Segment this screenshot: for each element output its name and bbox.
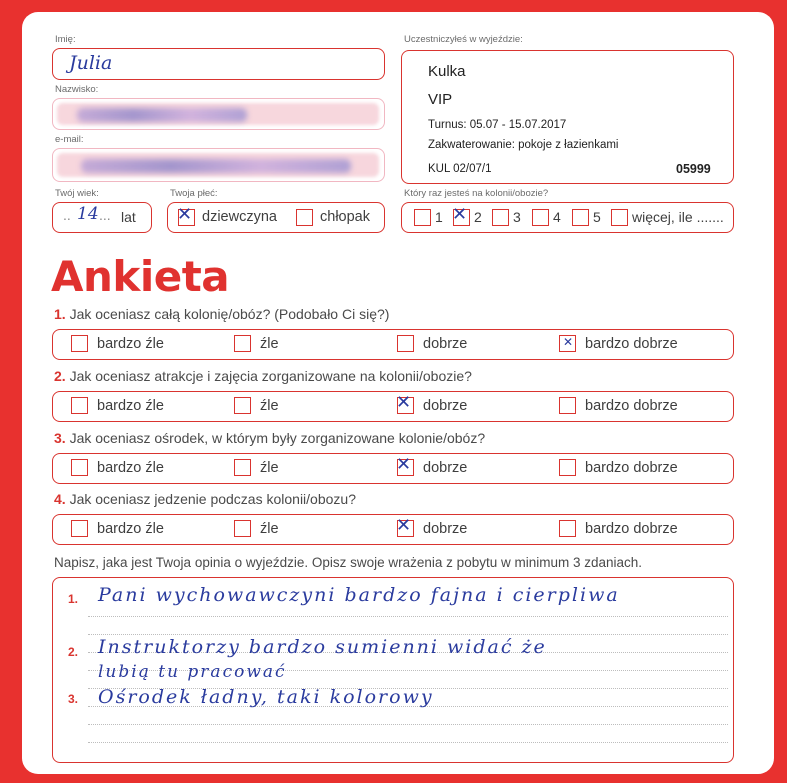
opinion-line-1: Pani wychowawczyni bardzo fajna i cierpliwa xyxy=(98,584,620,606)
check-mark-icon: ✕ xyxy=(177,204,193,225)
q4-option-bardzo-dobrze: bardzo dobrze xyxy=(585,521,678,537)
redacted-surname xyxy=(77,108,247,122)
q4-option-bardzo-zle: bardzo źle xyxy=(97,521,164,537)
wiek-label: Twój wiek: xyxy=(55,188,99,199)
times-label: Który raz jesteś na kolonii/obozie? xyxy=(404,188,549,199)
opinion-line-2: Instruktorzy bardzo sumienni widać że xyxy=(98,636,547,658)
check-mark-icon: ✕ xyxy=(563,335,574,349)
plec-checkbox-chlopak[interactable] xyxy=(296,209,313,226)
times-option-more: więcej, ile ....... xyxy=(632,209,724,225)
q2-option-dobrze: dobrze xyxy=(423,398,468,414)
times-option-2: 2 xyxy=(474,209,482,225)
wiek-unit: lat xyxy=(121,209,136,225)
question-4 xyxy=(54,491,356,507)
check-mark-icon: ✕ xyxy=(396,392,412,413)
times-option-5: 5 xyxy=(593,209,601,225)
plec-option-chlopak: chłopak xyxy=(320,209,370,225)
q1-option-zle: źle xyxy=(260,336,279,352)
q1-checkbox-bardzo-zle[interactable] xyxy=(71,335,88,352)
question-text: Jak oceniasz atrakcje i zajęcia zorganizowane na kolonii/obozie? xyxy=(69,368,472,384)
writing-line xyxy=(88,724,728,725)
answer-row-1 xyxy=(52,329,734,360)
writing-line xyxy=(88,616,728,617)
survey-sheet xyxy=(22,12,774,774)
opinion-line-number: 1. xyxy=(68,592,79,606)
question-1 xyxy=(54,306,389,322)
times-checkbox-more[interactable] xyxy=(611,209,628,226)
camp-turnus: Turnus: 05.07 - 15.07.2017 xyxy=(428,119,567,131)
wiek-field[interactable] xyxy=(52,202,152,233)
camp-name: Kulka xyxy=(428,63,466,80)
imie-field[interactable] xyxy=(52,48,385,80)
q2-checkbox-dobrze[interactable] xyxy=(396,392,414,414)
q4-checkbox-dobrze[interactable] xyxy=(396,515,414,537)
opinion-line-number: 3. xyxy=(68,692,79,706)
q1-option-bardzo-zle: bardzo źle xyxy=(97,336,164,352)
question-text: Jak oceniasz jedzenie podczas kolonii/obozu? xyxy=(69,491,356,507)
plec-option-dziewczyna: dziewczyna xyxy=(202,209,277,225)
q2-checkbox-bardzo-dobrze[interactable] xyxy=(559,397,576,414)
answer-row-2 xyxy=(52,391,734,422)
q3-checkbox-zle[interactable] xyxy=(234,459,251,476)
times-checkbox-3[interactable] xyxy=(492,209,509,226)
times-option-1: 1 xyxy=(435,209,443,225)
imie-value: Julia xyxy=(69,52,113,74)
q4-option-zle: źle xyxy=(260,521,279,537)
times-option-3: 3 xyxy=(513,209,521,225)
imie-label: Imię: xyxy=(55,34,76,45)
q1-checkbox-bardzo-dobrze[interactable] xyxy=(559,335,576,352)
email-label: e-mail: xyxy=(55,134,84,145)
q3-option-zle: źle xyxy=(260,460,279,476)
check-mark-icon: ✕ xyxy=(452,204,468,225)
page-title: Ankieta xyxy=(51,252,230,301)
opinion-prompt: Napisz, jaka jest Twoja opinia o wyjeździe. Opisz swoje wrażenia z pobytu w minimum 3 zdaniach. xyxy=(54,555,643,570)
nazwisko-field[interactable] xyxy=(52,98,385,130)
q2-option-bardzo-zle: bardzo źle xyxy=(97,398,164,414)
q3-checkbox-dobrze[interactable] xyxy=(396,454,414,476)
redacted-email xyxy=(81,159,351,173)
question-number: 2. xyxy=(54,368,66,384)
q3-checkbox-bardzo-zle[interactable] xyxy=(71,459,88,476)
q3-checkbox-bardzo-dobrze[interactable] xyxy=(559,459,576,476)
question-text: Jak oceniasz ośrodek, w którym były zorganizowane kolonie/obóz? xyxy=(69,430,486,446)
plec-field xyxy=(167,202,385,233)
question-number: 3. xyxy=(54,430,66,446)
times-option-4: 4 xyxy=(553,209,561,225)
q1-checkbox-dobrze[interactable] xyxy=(397,335,414,352)
q4-option-dobrze: dobrze xyxy=(423,521,468,537)
wiek-value: 14 xyxy=(77,204,99,224)
camp-info-box xyxy=(401,50,734,184)
q2-checkbox-bardzo-zle[interactable] xyxy=(71,397,88,414)
q1-option-dobrze: dobrze xyxy=(423,336,468,352)
answer-row-4 xyxy=(52,514,734,545)
q1-option-bardzo-dobrze: bardzo dobrze xyxy=(585,336,678,352)
question-2 xyxy=(54,368,472,384)
times-checkbox-4[interactable] xyxy=(532,209,549,226)
question-3 xyxy=(54,430,485,446)
plec-checkbox-dziewczyna[interactable] xyxy=(177,204,195,226)
camp-label: Uczestniczyłeś w wyjeździe: xyxy=(404,34,523,45)
opinion-line-number: 2. xyxy=(68,645,79,659)
times-checkbox-1[interactable] xyxy=(414,209,431,226)
camp-number: 05999 xyxy=(676,162,711,176)
check-mark-icon: ✕ xyxy=(396,454,412,475)
opinion-line-3: Ośrodek ładny, taki kolorowy xyxy=(98,686,434,708)
q2-checkbox-zle[interactable] xyxy=(234,397,251,414)
check-mark-icon: ✕ xyxy=(396,515,412,536)
wiek-dots-right: ... xyxy=(99,207,111,223)
writing-line xyxy=(88,742,728,743)
answer-row-3 xyxy=(52,453,734,484)
q2-option-zle: źle xyxy=(260,398,279,414)
wiek-dots-left: .. xyxy=(63,207,71,223)
times-checkbox-5[interactable] xyxy=(572,209,589,226)
writing-line xyxy=(88,634,728,635)
q3-option-bardzo-zle: bardzo źle xyxy=(97,460,164,476)
camp-zakwaterowanie: Zakwaterowanie: pokoje z łazienkami xyxy=(428,139,619,151)
camp-type: VIP xyxy=(428,91,453,108)
email-field[interactable] xyxy=(52,148,385,182)
opinion-line-2-cont: lubią tu pracować xyxy=(98,662,287,682)
plec-label: Twoja płeć: xyxy=(170,188,218,199)
times-checkbox-2[interactable] xyxy=(452,204,470,226)
q4-checkbox-zle[interactable] xyxy=(234,520,251,537)
question-number: 4. xyxy=(54,491,66,507)
times-field xyxy=(401,202,734,233)
camp-code: KUL 02/07/1 xyxy=(428,163,492,175)
nazwisko-label: Nazwisko: xyxy=(55,84,99,95)
q3-option-bardzo-dobrze: bardzo dobrze xyxy=(585,460,678,476)
q4-checkbox-bardzo-dobrze[interactable] xyxy=(559,520,576,537)
q4-checkbox-bardzo-zle[interactable] xyxy=(71,520,88,537)
q2-option-bardzo-dobrze: bardzo dobrze xyxy=(585,398,678,414)
question-number: 1. xyxy=(54,306,66,322)
q1-checkbox-zle[interactable] xyxy=(234,335,251,352)
q3-option-dobrze: dobrze xyxy=(423,460,468,476)
question-text: Jak oceniasz całą kolonię/obóz? (Podobało Ci się?) xyxy=(69,306,390,322)
